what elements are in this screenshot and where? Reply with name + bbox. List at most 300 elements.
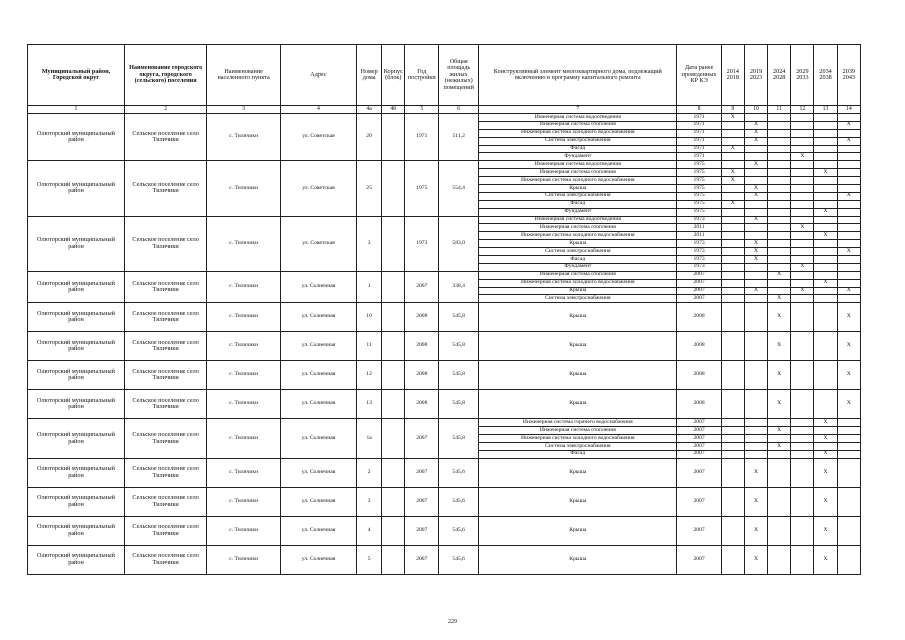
locality-cell: с. Тиличики bbox=[207, 361, 281, 390]
period-2039-mark bbox=[837, 145, 860, 153]
period-2029-mark: X bbox=[791, 287, 814, 295]
period-2034-mark bbox=[814, 114, 837, 122]
district-cell: Олюторский муниципальный район bbox=[28, 458, 125, 487]
prior-repair-date-cell: 2011 bbox=[677, 232, 721, 240]
element-name-cell: Инженерная система отопления bbox=[479, 271, 677, 279]
period-2014-mark bbox=[721, 224, 744, 232]
period-2029-mark bbox=[791, 121, 814, 129]
locality-cell: с. Тиличики bbox=[207, 487, 281, 516]
column-number: 8 bbox=[677, 106, 721, 114]
period-2034-mark bbox=[814, 443, 837, 451]
settlement-cell: Сельское поселение село Тиличики bbox=[125, 487, 207, 516]
prior-repair-date-cell: 1973 bbox=[677, 248, 721, 256]
period-2014-mark bbox=[721, 271, 744, 279]
period-2034-mark bbox=[814, 145, 837, 153]
period-2019-mark: X bbox=[744, 545, 767, 574]
period-2034-mark: X bbox=[814, 435, 837, 443]
house-number-cell: 4 bbox=[356, 516, 381, 545]
column-number: 3 bbox=[207, 106, 281, 114]
area-cell: 545,8 bbox=[439, 390, 479, 419]
column-number: 7 bbox=[479, 106, 677, 114]
period-2019-mark: X bbox=[744, 248, 767, 256]
settlement-cell: Сельское поселение село Тиличики bbox=[125, 114, 207, 161]
col-header-element: Конструктивный элемент многоквартирного дома, подлежащий включению в программу капитального ремонта bbox=[479, 45, 677, 106]
period-2014-mark bbox=[721, 232, 744, 240]
period-2029-mark bbox=[791, 137, 814, 145]
period-2039-mark bbox=[837, 458, 860, 487]
element-name-cell: Инженерная система водоотведения bbox=[479, 216, 677, 224]
col-header-period-2019: 2019 2023 bbox=[744, 45, 767, 106]
element-name-cell: Фундамент bbox=[479, 263, 677, 271]
prior-repair-date-cell: 1971 bbox=[677, 137, 721, 145]
street-cell: ул. Солнечная bbox=[281, 361, 357, 390]
area-cell: 511,2 bbox=[439, 114, 479, 161]
district-cell: Олюторский муниципальный район bbox=[28, 332, 125, 361]
period-2029-mark bbox=[791, 129, 814, 137]
col-header-area: Общая площадь жилых (нежилых) помещений bbox=[439, 45, 479, 106]
house-number-cell: 3 bbox=[356, 487, 381, 516]
street-cell: ул. Солнечная bbox=[281, 271, 357, 303]
locality-cell: с. Тиличики bbox=[207, 271, 281, 303]
locality-cell: с. Тиличики bbox=[207, 458, 281, 487]
table-row bbox=[28, 458, 861, 487]
block-cell bbox=[382, 332, 405, 361]
district-cell: Олюторский муниципальный район bbox=[28, 303, 125, 332]
period-2034-mark bbox=[814, 256, 837, 264]
table-row bbox=[28, 419, 861, 427]
block-cell bbox=[382, 419, 405, 458]
period-2014-mark bbox=[721, 208, 744, 216]
period-2024-mark bbox=[768, 216, 791, 224]
period-2024-mark bbox=[768, 192, 791, 200]
table-row bbox=[28, 303, 861, 332]
period-2024-mark bbox=[768, 248, 791, 256]
element-name-cell: Крыша bbox=[479, 240, 677, 248]
prior-repair-date-cell: 1973 bbox=[677, 256, 721, 264]
period-2024-mark bbox=[768, 200, 791, 208]
period-2014-mark: X bbox=[721, 169, 744, 177]
period-2024-mark bbox=[768, 145, 791, 153]
period-2024-mark: X bbox=[768, 295, 791, 303]
area-cell: 545,6 bbox=[439, 458, 479, 487]
street-cell: ул. Солнечная bbox=[281, 419, 357, 458]
year-cell: 2007 bbox=[405, 271, 439, 303]
prior-repair-date-cell: 1975 bbox=[677, 161, 721, 169]
period-2019-mark: X bbox=[744, 129, 767, 137]
column-number: 1 bbox=[28, 106, 125, 114]
period-2024-mark bbox=[768, 137, 791, 145]
period-2019-mark bbox=[744, 443, 767, 451]
period-2014-mark: X bbox=[721, 114, 744, 122]
element-name-cell: Инженерная система холодного водоснабжения bbox=[479, 279, 677, 287]
period-2034-mark bbox=[814, 295, 837, 303]
house-number-cell: 13 bbox=[356, 390, 381, 419]
table-row bbox=[28, 516, 861, 545]
element-name-cell: Крыша bbox=[479, 458, 677, 487]
element-name-cell: Фасад bbox=[479, 200, 677, 208]
period-2039-mark bbox=[837, 279, 860, 287]
period-2039-mark bbox=[837, 153, 860, 161]
element-name-cell: Инженерная система холодного водоснабжения bbox=[479, 177, 677, 185]
block-cell bbox=[382, 114, 405, 161]
block-cell bbox=[382, 271, 405, 303]
period-2039-mark bbox=[837, 114, 860, 122]
period-2039-mark bbox=[837, 169, 860, 177]
period-2029-mark bbox=[791, 185, 814, 193]
house-number-cell: 1а bbox=[356, 419, 381, 458]
period-2034-mark bbox=[814, 427, 837, 435]
period-2019-mark: X bbox=[744, 487, 767, 516]
period-2029-mark bbox=[791, 256, 814, 264]
period-2034-mark bbox=[814, 185, 837, 193]
period-2029-mark bbox=[791, 161, 814, 169]
header-row bbox=[28, 45, 861, 106]
street-cell: ул. Солнечная bbox=[281, 390, 357, 419]
year-cell: 2007 bbox=[405, 545, 439, 574]
period-2019-mark bbox=[744, 177, 767, 185]
period-2029-mark bbox=[791, 216, 814, 224]
period-2039-mark bbox=[837, 545, 860, 574]
period-2029-mark bbox=[791, 240, 814, 248]
period-2034-mark bbox=[814, 303, 837, 332]
element-name-cell: Крыша bbox=[479, 487, 677, 516]
prior-repair-date-cell: 1975 bbox=[677, 169, 721, 177]
element-name-cell: Инженерная система холодного водоснабжения bbox=[479, 129, 677, 137]
col-header-period-2024: 2024 2028 bbox=[768, 45, 791, 106]
period-2029-mark bbox=[791, 232, 814, 240]
period-2034-mark: X bbox=[814, 545, 837, 574]
period-2024-mark bbox=[768, 287, 791, 295]
period-2034-mark: X bbox=[814, 516, 837, 545]
period-2039-mark bbox=[837, 263, 860, 271]
period-2034-mark bbox=[814, 224, 837, 232]
period-2024-mark bbox=[768, 435, 791, 443]
area-cell: 545,8 bbox=[439, 332, 479, 361]
period-2034-mark bbox=[814, 248, 837, 256]
area-cell: 545,8 bbox=[439, 361, 479, 390]
period-2034-mark: X bbox=[814, 450, 837, 458]
street-cell: ул. Советская bbox=[281, 161, 357, 216]
period-2039-mark bbox=[837, 185, 860, 193]
prior-repair-date-cell: 1973 bbox=[677, 240, 721, 248]
period-2019-mark: X bbox=[744, 137, 767, 145]
column-number: 4а bbox=[356, 106, 381, 114]
period-2024-mark bbox=[768, 224, 791, 232]
period-2024-mark bbox=[768, 545, 791, 574]
period-2024-mark bbox=[768, 169, 791, 177]
settlement-cell: Сельское поселение село Тиличики bbox=[125, 332, 207, 361]
period-2019-mark: X bbox=[744, 240, 767, 248]
col-header-period-2029: 2029 2033 bbox=[791, 45, 814, 106]
prior-repair-date-cell: 1973 bbox=[677, 216, 721, 224]
table-row bbox=[28, 361, 861, 390]
period-2034-mark: X bbox=[814, 487, 837, 516]
period-2019-mark bbox=[744, 279, 767, 287]
period-2024-mark bbox=[768, 240, 791, 248]
prior-repair-date-cell: 1975 bbox=[677, 185, 721, 193]
period-2014-mark: X bbox=[721, 177, 744, 185]
period-2034-mark: X bbox=[814, 169, 837, 177]
table-row bbox=[28, 114, 861, 122]
settlement-cell: Сельское поселение село Тиличики bbox=[125, 216, 207, 271]
column-number: 12 bbox=[791, 106, 814, 114]
prior-repair-date-cell: 2007 bbox=[677, 419, 721, 427]
table-row bbox=[28, 332, 861, 361]
col-header-settlement: Наименование городского округа, городского (сельского) поселения bbox=[125, 45, 207, 106]
period-2024-mark bbox=[768, 114, 791, 122]
area-cell: 545,8 bbox=[439, 419, 479, 458]
period-2014-mark bbox=[721, 240, 744, 248]
col-header-block: Корпус (блок) bbox=[382, 45, 405, 106]
period-2014-mark bbox=[721, 390, 744, 419]
prior-repair-date-cell: 1975 bbox=[677, 177, 721, 185]
settlement-cell: Сельское поселение село Тиличики bbox=[125, 458, 207, 487]
street-cell: ул. Советская bbox=[281, 216, 357, 271]
prior-repair-date-cell: 2007 bbox=[677, 443, 721, 451]
period-2024-mark bbox=[768, 419, 791, 427]
block-cell bbox=[382, 216, 405, 271]
period-2019-mark: X bbox=[744, 458, 767, 487]
element-name-cell: Инженерная система водоотведения bbox=[479, 114, 677, 122]
year-cell: 2007 bbox=[405, 419, 439, 458]
period-2039-mark bbox=[837, 256, 860, 264]
period-2019-mark: X bbox=[744, 216, 767, 224]
locality-cell: с. Тиличики bbox=[207, 516, 281, 545]
locality-cell: с. Тиличики bbox=[207, 545, 281, 574]
period-2034-mark bbox=[814, 390, 837, 419]
col-header-prior-repair-date: Дата ранее проведенных КР КЭ bbox=[677, 45, 721, 106]
prior-repair-date-cell: 2007 bbox=[677, 271, 721, 279]
period-2019-mark: X bbox=[744, 185, 767, 193]
element-name-cell: Крыша bbox=[479, 361, 677, 390]
column-number: 13 bbox=[814, 106, 837, 114]
year-cell: 2008 bbox=[405, 332, 439, 361]
table-row bbox=[28, 390, 861, 419]
period-2014-mark bbox=[721, 419, 744, 427]
period-2014-mark bbox=[721, 256, 744, 264]
period-2039-mark bbox=[837, 208, 860, 216]
column-number: 11 bbox=[768, 106, 791, 114]
period-2029-mark bbox=[791, 177, 814, 185]
prior-repair-date-cell: 2008 bbox=[677, 303, 721, 332]
period-2019-mark bbox=[744, 390, 767, 419]
period-2029-mark bbox=[791, 427, 814, 435]
area-cell: 545,6 bbox=[439, 487, 479, 516]
period-2019-mark bbox=[744, 303, 767, 332]
prior-repair-date-cell: 1975 bbox=[677, 208, 721, 216]
period-2014-mark bbox=[721, 216, 744, 224]
period-2014-mark bbox=[721, 295, 744, 303]
period-2039-mark bbox=[837, 177, 860, 185]
period-2034-mark: X bbox=[814, 208, 837, 216]
period-2029-mark bbox=[791, 487, 814, 516]
period-2029-mark: X bbox=[791, 263, 814, 271]
period-2014-mark bbox=[721, 450, 744, 458]
district-cell: Олюторский муниципальный район bbox=[28, 487, 125, 516]
period-2029-mark bbox=[791, 516, 814, 545]
column-number: 4б bbox=[382, 106, 405, 114]
street-cell: ул. Солнечная bbox=[281, 303, 357, 332]
period-2014-mark bbox=[721, 263, 744, 271]
locality-cell: с. Тиличики bbox=[207, 390, 281, 419]
period-2034-mark: X bbox=[814, 279, 837, 287]
element-name-cell: Фасад bbox=[479, 450, 677, 458]
period-2039-mark bbox=[837, 427, 860, 435]
period-2039-mark: X bbox=[837, 332, 860, 361]
year-cell: 2007 bbox=[405, 516, 439, 545]
block-cell bbox=[382, 487, 405, 516]
period-2019-mark bbox=[744, 361, 767, 390]
period-2019-mark bbox=[744, 332, 767, 361]
prior-repair-date-cell: 2007 bbox=[677, 487, 721, 516]
prior-repair-date-cell: 2007 bbox=[677, 545, 721, 574]
period-2034-mark bbox=[814, 121, 837, 129]
area-cell: 554,4 bbox=[439, 161, 479, 216]
settlement-cell: Сельское поселение село Тиличики bbox=[125, 361, 207, 390]
period-2039-mark bbox=[837, 295, 860, 303]
period-2019-mark bbox=[744, 419, 767, 427]
period-2014-mark bbox=[721, 361, 744, 390]
period-2034-mark bbox=[814, 177, 837, 185]
period-2034-mark bbox=[814, 240, 837, 248]
period-2014-mark bbox=[721, 121, 744, 129]
street-cell: ул. Солнечная bbox=[281, 458, 357, 487]
house-number-cell: 5 bbox=[356, 545, 381, 574]
element-name-cell: Система электроснабжения bbox=[479, 443, 677, 451]
table-body bbox=[28, 114, 861, 575]
period-2034-mark: X bbox=[814, 458, 837, 487]
period-2029-mark bbox=[791, 332, 814, 361]
period-2019-mark: X bbox=[744, 516, 767, 545]
period-2024-mark bbox=[768, 208, 791, 216]
period-2014-mark: X bbox=[721, 200, 744, 208]
period-2034-mark bbox=[814, 153, 837, 161]
element-name-cell: Фасад bbox=[479, 256, 677, 264]
period-2024-mark: X bbox=[768, 390, 791, 419]
settlement-cell: Сельское поселение село Тиличики bbox=[125, 419, 207, 458]
district-cell: Олюторский муниципальный район bbox=[28, 216, 125, 271]
period-2039-mark bbox=[837, 240, 860, 248]
table-row bbox=[28, 216, 861, 224]
period-2029-mark bbox=[791, 458, 814, 487]
period-2019-mark bbox=[744, 169, 767, 177]
prior-repair-date-cell: 2011 bbox=[677, 224, 721, 232]
street-cell: ул. Советская bbox=[281, 114, 357, 161]
locality-cell: с. Тиличики bbox=[207, 114, 281, 161]
period-2024-mark bbox=[768, 121, 791, 129]
house-number-cell: 1 bbox=[356, 271, 381, 303]
period-2024-mark bbox=[768, 129, 791, 137]
period-2029-mark bbox=[791, 545, 814, 574]
prior-repair-date-cell: 2007 bbox=[677, 450, 721, 458]
period-2019-mark: X bbox=[744, 161, 767, 169]
period-2034-mark: X bbox=[814, 419, 837, 427]
period-2029-mark: X bbox=[791, 224, 814, 232]
year-cell: 1973 bbox=[405, 216, 439, 271]
street-cell: ул. Солнечная bbox=[281, 516, 357, 545]
period-2024-mark bbox=[768, 177, 791, 185]
block-cell bbox=[382, 516, 405, 545]
period-2034-mark bbox=[814, 161, 837, 169]
prior-repair-date-cell: 1971 bbox=[677, 121, 721, 129]
period-2029-mark bbox=[791, 361, 814, 390]
settlement-cell: Сельское поселение село Тиличики bbox=[125, 516, 207, 545]
period-2019-mark bbox=[744, 114, 767, 122]
prior-repair-date-cell: 1971 bbox=[677, 129, 721, 137]
period-2024-mark: X bbox=[768, 427, 791, 435]
element-name-cell: Инженерная система отопления bbox=[479, 224, 677, 232]
col-header-locality: Наименование населенного пункта bbox=[207, 45, 281, 106]
locality-cell: с. Тиличики bbox=[207, 161, 281, 216]
period-2014-mark bbox=[721, 153, 744, 161]
prior-repair-date-cell: 2007 bbox=[677, 458, 721, 487]
period-2024-mark: X bbox=[768, 361, 791, 390]
prior-repair-date-cell: 1973 bbox=[677, 263, 721, 271]
column-number: 9 bbox=[721, 106, 744, 114]
period-2034-mark bbox=[814, 332, 837, 361]
period-2019-mark: X bbox=[744, 256, 767, 264]
column-number: 4 bbox=[281, 106, 357, 114]
locality-cell: с. Тиличики bbox=[207, 303, 281, 332]
period-2024-mark bbox=[768, 232, 791, 240]
column-number: 6 bbox=[439, 106, 479, 114]
period-2029-mark bbox=[791, 271, 814, 279]
period-2024-mark: X bbox=[768, 271, 791, 279]
prior-repair-date-cell: 2007 bbox=[677, 279, 721, 287]
period-2019-mark: X bbox=[744, 192, 767, 200]
element-name-cell: Инженерная система отопления bbox=[479, 121, 677, 129]
period-2014-mark bbox=[721, 443, 744, 451]
period-2024-mark bbox=[768, 279, 791, 287]
period-2029-mark bbox=[791, 248, 814, 256]
element-name-cell: Крыша bbox=[479, 185, 677, 193]
prior-repair-date-cell: 2007 bbox=[677, 287, 721, 295]
block-cell bbox=[382, 361, 405, 390]
column-number: 2 bbox=[125, 106, 207, 114]
prior-repair-date-cell: 2007 bbox=[677, 295, 721, 303]
column-number: 14 bbox=[837, 106, 860, 114]
element-name-cell: Система электроснабжения bbox=[479, 248, 677, 256]
period-2014-mark bbox=[721, 287, 744, 295]
period-2019-mark: X bbox=[744, 287, 767, 295]
district-cell: Олюторский муниципальный район bbox=[28, 516, 125, 545]
period-2019-mark bbox=[744, 145, 767, 153]
prior-repair-date-cell: 2007 bbox=[677, 516, 721, 545]
prior-repair-date-cell: 1971 bbox=[677, 114, 721, 122]
period-2034-mark bbox=[814, 361, 837, 390]
element-name-cell: Крыша bbox=[479, 303, 677, 332]
period-2039-mark bbox=[837, 271, 860, 279]
col-header-period-2039: 2039 2043 bbox=[837, 45, 860, 106]
table-row bbox=[28, 271, 861, 279]
period-2029-mark bbox=[791, 419, 814, 427]
period-2014-mark bbox=[721, 458, 744, 487]
period-2014-mark: X bbox=[721, 145, 744, 153]
house-number-cell: 20 bbox=[356, 114, 381, 161]
period-2029-mark bbox=[791, 450, 814, 458]
period-2024-mark bbox=[768, 153, 791, 161]
year-cell: 2008 bbox=[405, 361, 439, 390]
street-cell: ул. Солнечная bbox=[281, 332, 357, 361]
period-2014-mark bbox=[721, 487, 744, 516]
street-cell: ул. Солнечная bbox=[281, 545, 357, 574]
column-number-row bbox=[28, 106, 861, 114]
period-2014-mark bbox=[721, 248, 744, 256]
col-header-period-2014: 2014 2018 bbox=[721, 45, 744, 106]
period-2019-mark: X bbox=[744, 121, 767, 129]
period-2039-mark bbox=[837, 161, 860, 169]
period-2014-mark bbox=[721, 137, 744, 145]
